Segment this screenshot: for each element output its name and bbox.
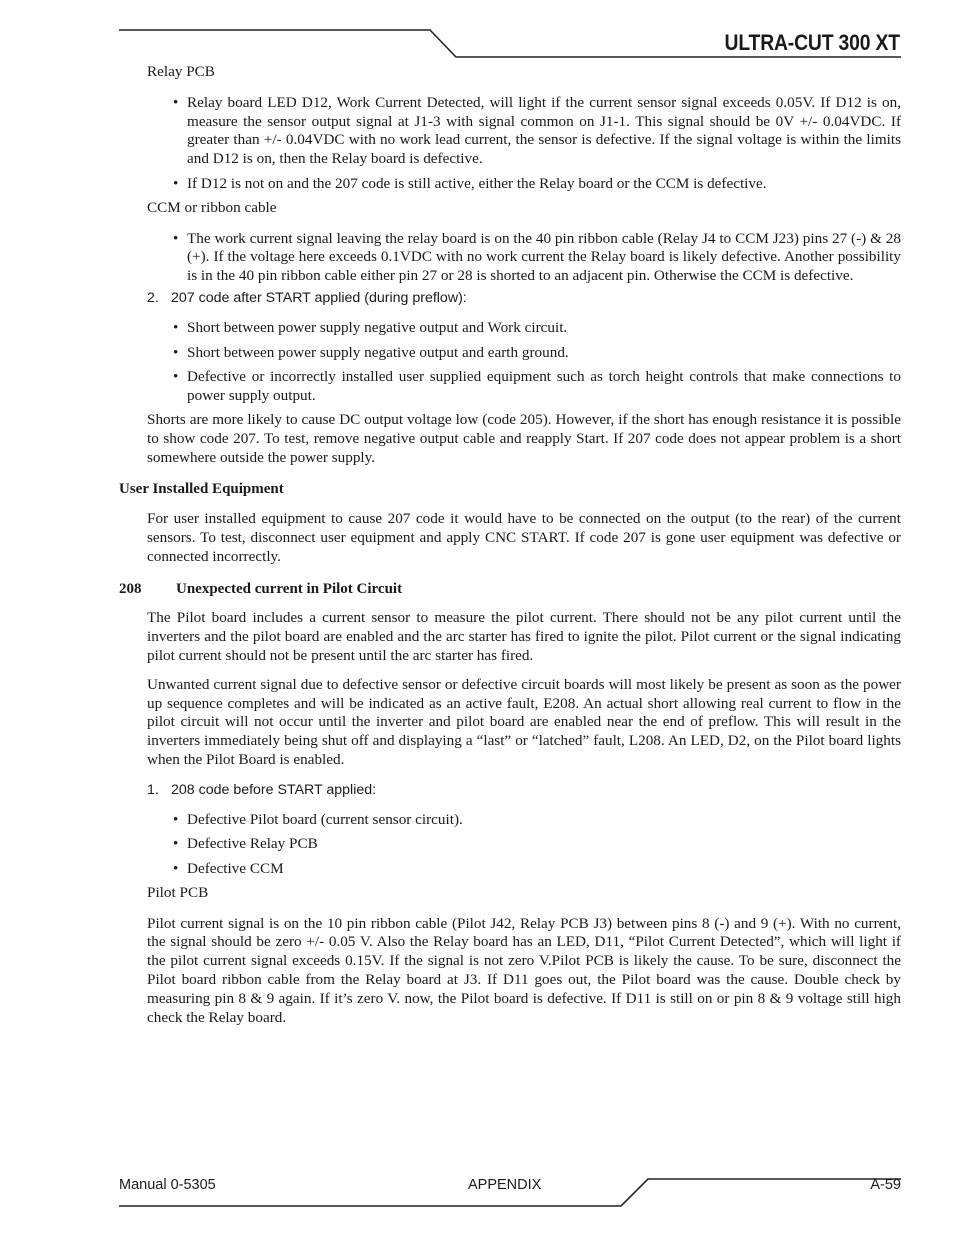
- manual-number: Manual 0-5305: [119, 1177, 216, 1193]
- pilot-pcb-paragraph: Pilot current signal is on the 10 pin ribbon cable (Pilot J42, Relay PCB J3) between pins 8 (-) and 9 (+). With no current, the signal should be zero +/- 0.05 V. Also the Relay board has an LED, D11, “Pilot Current Detected”, which will light if the pilot current signal exceeds 0.15V. If the signal is not zero V.Pilot PCB is likely the cause. To be sure, disconnect the Pilot board ribbon cable from the Relay board at J3. If D11 goes out, the Pilot board was the cause. Double check by measuring pin 8 & 9 again. If it’s zero V. now, the Pilot board is defective. If D11 is still on or pin 8 & 9 voltage still high check the Relay board.: [147, 914, 901, 1026]
- step-1: [147, 781, 901, 800]
- step-2: [147, 289, 901, 308]
- step-text: 207 code after START applied (during preflow):: [171, 289, 467, 306]
- relay-pcb-label: Relay PCB: [147, 63, 215, 80]
- page-content: [119, 63, 901, 1027]
- list-item: • The work current signal leaving the relay board is on the 40 pin ribbon cable (Relay J4 to CCM J23) pins 27 (-) & 28 (+). If the voltage here exceeds 0.1VDC with no work current the Relay board is likely defective. Another possibility is in the 40 pin ribbon cable either pin 27 or 28 is shorted to an adjacent pin. Otherwise the CCM is defective.: [147, 230, 901, 286]
- list-item: • Relay board LED D12, Work Current Detected, will light if the current sensor signal exceeds 0.05V. If D12 is on, measure the sensor output signal at J1-3 with signal common on J1-1. This signal should be 0V +/- 0.04VDC. If greater than +/- 0.04VDC with no work lead current, the sensor is defective. If the signal voltage is within the limits and D12 is on, then the Relay board is defective.: [147, 94, 901, 169]
- fault-code: 208: [119, 580, 142, 597]
- step-number: 2.: [147, 289, 159, 306]
- relay-bullet-list: [147, 94, 901, 194]
- step2-bullet-list: [147, 319, 901, 406]
- shorts-paragraph: Shorts are more likely to cause DC output voltage low (code 205). However, if the short has enough resistance it is possible to show code 207. To test, remove negative output cable and reapply Start. If 207 code does not appear problem is a short somewhere outside the power supply.: [147, 410, 901, 466]
- pilot-paragraph-1: The Pilot board includes a current sensor to measure the pilot current. There should not be any pilot current until the inverters and the pilot board are enabled and the arc starter has fired to ignite the pilot. Pilot current or the signal indicating pilot current should not be present until the arc starter has fired.: [147, 609, 901, 664]
- list-item: • Defective or incorrectly installed user supplied equipment such as torch height controls that make connections to power supply output.: [147, 368, 901, 406]
- page-number: A-59: [870, 1177, 901, 1193]
- step-text: 208 code before START applied:: [171, 781, 377, 798]
- list-item: • Short between power supply negative output and earth ground.: [147, 344, 901, 363]
- code-208-heading: [119, 580, 901, 599]
- step1-bullet-list: [147, 811, 901, 879]
- fault-title: Unexpected current in Pilot Circuit: [176, 580, 403, 597]
- user-equipment-paragraph: For user installed equipment to cause 207 code it would have to be connected on the output (to the rear) of the current sensors. To test, disconnect user equipment and apply CNC START. If code 207 is gone user equipment was defective or connected incorrectly.: [147, 510, 901, 565]
- list-item: • Short between power supply negative output and Work circuit.: [147, 319, 901, 338]
- section-name: APPENDIX: [468, 1177, 542, 1193]
- pilot-pcb-label: Pilot PCB: [147, 883, 209, 901]
- list-item: • Defective CCM: [147, 860, 901, 879]
- pilot-paragraph-2: Unwanted current signal due to defective sensor or defective circuit boards will most likely be present as soon as the power up sequence completes and will be indicated as an active fault, E208. An actual short allowing real current to flow in the pilot circuit will not occur until the inverter and pilot board are enabled near the end of preflow. This will result in the inverters immediately being shut off and displaying a “last” or “latched” fault, L208. An LED, D2, on the Pilot board lights when the Pilot Board is enabled.: [147, 675, 901, 768]
- user-equipment-heading: User Installed Equipment: [119, 481, 284, 498]
- ccm-bullet-list: [147, 230, 901, 286]
- list-item: • If D12 is not on and the 207 code is still active, either the Relay board or the CCM is defective.: [147, 175, 901, 194]
- list-item: • Defective Pilot board (current sensor circuit).: [147, 811, 901, 830]
- document-title: ULTRA-CUT 300 XT: [724, 30, 900, 55]
- list-item: • Defective Relay PCB: [147, 835, 901, 854]
- ccm-label: CCM or ribbon cable: [147, 198, 277, 216]
- step-number: 1.: [147, 781, 159, 798]
